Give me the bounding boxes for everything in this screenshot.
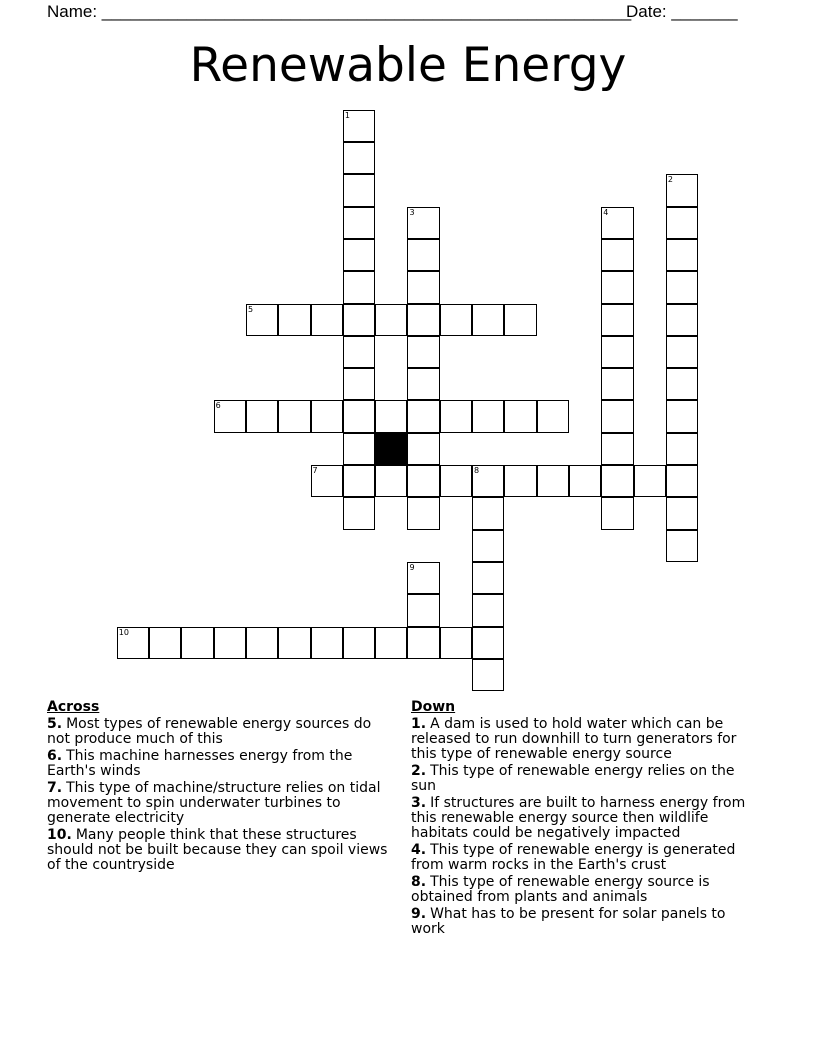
grid-cell[interactable] [472, 530, 504, 562]
grid-cell[interactable] [246, 627, 278, 659]
grid-cell[interactable] [407, 271, 439, 303]
grid-cell[interactable] [472, 562, 504, 594]
grid-cell[interactable] [504, 304, 536, 336]
grid-cell[interactable] [149, 627, 181, 659]
grid-cell[interactable] [666, 336, 698, 368]
across-heading: Across [47, 699, 100, 715]
down-clue [411, 907, 756, 937]
grid-cell[interactable] [343, 110, 375, 142]
grid-cell[interactable] [343, 433, 375, 465]
date-field[interactable]: Date: _______ [626, 2, 738, 21]
grid-cell[interactable] [666, 304, 698, 336]
clue-number: 7. [47, 780, 63, 796]
grid-cell[interactable] [375, 400, 407, 432]
grid-cell[interactable] [407, 562, 439, 594]
grid-cell[interactable] [407, 368, 439, 400]
grid-cell[interactable] [666, 239, 698, 271]
clue-text: A dam is used to hold water which can be released to run downhill to turn generators for this type of renewable energy source [411, 716, 737, 762]
grid-cell[interactable] [440, 400, 472, 432]
grid-cell[interactable] [407, 207, 439, 239]
grid-cell[interactable] [407, 594, 439, 626]
down-clue [411, 796, 756, 841]
grid-cell[interactable] [601, 465, 633, 497]
grid-cell[interactable] [375, 304, 407, 336]
cell-number: 6 [215, 401, 221, 411]
across-clue [47, 749, 392, 779]
grid-cell[interactable] [440, 304, 472, 336]
grid-cell[interactable] [375, 627, 407, 659]
grid-cell[interactable] [472, 497, 504, 529]
name-field[interactable]: Name: ________________________________________________________ [47, 2, 632, 21]
grid-cell[interactable] [666, 497, 698, 529]
grid-cell[interactable] [181, 627, 213, 659]
grid-cell[interactable] [214, 627, 246, 659]
grid-cell[interactable] [472, 400, 504, 432]
grid-cell[interactable] [407, 465, 439, 497]
grid-cell[interactable] [504, 465, 536, 497]
clue-number: 10. [47, 827, 72, 843]
clue-text: Most types of renewable energy sources do not produce much of this [47, 716, 372, 747]
grid-cell[interactable] [407, 239, 439, 271]
grid-cell[interactable] [278, 627, 310, 659]
grid-cell[interactable] [407, 304, 439, 336]
grid-cell[interactable] [504, 400, 536, 432]
cell-number: 10 [118, 627, 129, 637]
grid-cell[interactable] [472, 659, 504, 691]
grid-cell[interactable] [666, 465, 698, 497]
grid-cell[interactable] [343, 207, 375, 239]
grid-cell[interactable] [666, 207, 698, 239]
cell-number: 1 [344, 110, 350, 120]
grid-cell[interactable] [666, 433, 698, 465]
clue-number: 1. [411, 716, 427, 732]
clue-number: 3. [411, 795, 427, 811]
down-clue [411, 764, 756, 794]
cell-number: 3 [409, 207, 415, 217]
across-clue [47, 717, 392, 747]
grid-cell[interactable] [311, 304, 343, 336]
cell-number: 8 [474, 466, 480, 476]
across-clue [47, 781, 392, 826]
grid-cell[interactable] [343, 239, 375, 271]
grid-cell[interactable] [343, 174, 375, 206]
grid-cell[interactable] [601, 271, 633, 303]
grid-cell[interactable] [601, 336, 633, 368]
grid-cell[interactable] [666, 174, 698, 206]
clue-text: Many people think that these structures should not be built because they can spoil views of the countryside [47, 827, 388, 873]
grid-cell[interactable] [440, 627, 472, 659]
grid-cell[interactable] [666, 271, 698, 303]
cell-number: 4 [603, 207, 609, 217]
grid-cell[interactable] [472, 465, 504, 497]
black-cell [375, 433, 407, 465]
clue-number: 5. [47, 716, 63, 732]
grid-cell[interactable] [601, 207, 633, 239]
grid-cell[interactable] [311, 465, 343, 497]
clue-text: This type of renewable energy relies on the sun [411, 763, 735, 794]
grid-cell[interactable] [407, 400, 439, 432]
grid-cell[interactable] [440, 465, 472, 497]
down-clue [411, 843, 756, 873]
grid-cell[interactable] [407, 497, 439, 529]
page-title: Renewable Energy [189, 38, 627, 93]
clue-number: 9. [411, 906, 427, 922]
clue-number: 8. [411, 874, 427, 890]
across-clue [47, 828, 392, 873]
down-clue [411, 875, 756, 905]
down-clues [411, 700, 756, 939]
grid-cell[interactable] [537, 465, 569, 497]
grid-cell[interactable] [569, 465, 601, 497]
clue-text: This type of machine/structure relies on tidal movement to spin underwater turbines to generate electricity [47, 780, 381, 826]
grid-cell[interactable] [343, 497, 375, 529]
grid-cell[interactable] [407, 336, 439, 368]
clue-number: 2. [411, 763, 427, 779]
clue-text: What has to be present for solar panels to work [411, 906, 726, 937]
grid-cell[interactable] [472, 304, 504, 336]
grid-cell[interactable] [472, 594, 504, 626]
grid-cell[interactable] [311, 400, 343, 432]
clue-text: This type of renewable energy source is obtained from plants and animals [411, 874, 710, 905]
grid-cell[interactable] [666, 368, 698, 400]
grid-cell[interactable] [343, 465, 375, 497]
grid-cell[interactable] [634, 465, 666, 497]
cell-number: 2 [667, 175, 673, 185]
grid-cell[interactable] [343, 142, 375, 174]
clue-text: If structures are built to harness energy from this renewable energy source then wildlife habitats could be negatively impacted [411, 795, 746, 841]
down-clue [411, 717, 756, 762]
grid-cell[interactable] [311, 627, 343, 659]
clue-number: 4. [411, 842, 427, 858]
clue-number: 6. [47, 748, 63, 764]
grid-cell[interactable] [601, 239, 633, 271]
grid-cell[interactable] [601, 433, 633, 465]
grid-cell[interactable] [407, 433, 439, 465]
grid-cell[interactable] [343, 627, 375, 659]
grid-cell[interactable] [343, 368, 375, 400]
grid-cell[interactable] [666, 530, 698, 562]
grid-cell[interactable] [601, 304, 633, 336]
cell-number: 9 [409, 562, 415, 572]
down-heading: Down [411, 699, 456, 715]
across-clues [47, 700, 392, 875]
grid-cell[interactable] [343, 336, 375, 368]
grid-cell[interactable] [214, 400, 246, 432]
grid-cell[interactable] [117, 627, 149, 659]
grid-cell[interactable] [343, 400, 375, 432]
clue-text: This type of renewable energy is generated from warm rocks in the Earth's crust [411, 842, 736, 873]
grid-cell[interactable] [601, 400, 633, 432]
grid-cell[interactable] [246, 400, 278, 432]
clue-text: This machine harnesses energy from the Earth's winds [47, 748, 353, 779]
grid-cell[interactable] [472, 627, 504, 659]
cell-number: 5 [247, 304, 254, 314]
cell-number: 7 [312, 466, 318, 476]
grid-cell[interactable] [343, 271, 375, 303]
grid-cell[interactable] [278, 304, 310, 336]
grid-cell[interactable] [601, 368, 633, 400]
grid-cell[interactable] [278, 400, 310, 432]
grid-cell[interactable] [407, 627, 439, 659]
grid-cell[interactable] [666, 400, 698, 432]
grid-cell[interactable] [601, 497, 633, 529]
grid-cell[interactable] [343, 304, 375, 336]
grid-cell[interactable] [246, 304, 278, 336]
grid-cell[interactable] [375, 465, 407, 497]
grid-cell[interactable] [537, 400, 569, 432]
